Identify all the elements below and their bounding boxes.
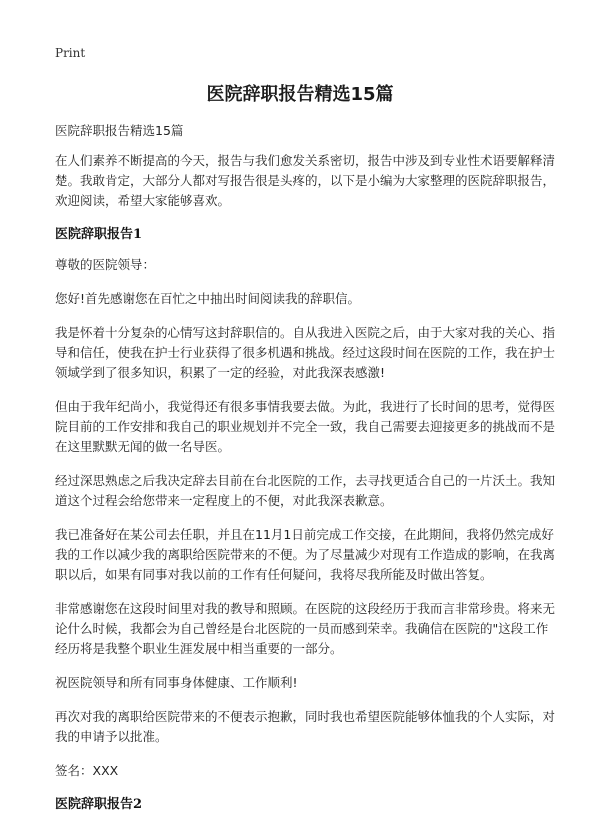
body-paragraph: 经过深思熟虑之后我决定辞去目前在台北医院的工作，去寻找更适合自己的一片沃土。我知道这个过程会给您带来一定程度上的不便，对此我深表歉意。	[55, 473, 556, 508]
salutation: 尊敬的医院领导：	[55, 257, 156, 272]
signature-line: 签名：XXX	[55, 763, 119, 778]
document-subtitle: 医院辞职报告精选15篇	[55, 123, 184, 138]
body-paragraph: 再次对我的离职给医院带来的不便表示抱歉，同时我也希望医院能够体恤我的个人实际，对我的申请予以批准。	[55, 709, 556, 744]
page-title: 医院辞职报告精选15篇	[206, 84, 394, 105]
document-body	[55, 121, 555, 825]
body-paragraph: 但由于我年纪尚小，我觉得还有很多事情我要去做。为此，我进行了长时间的思考，觉得医院目前的工作安排和我自己的职业规划并不完全一致，我自己需要去迎接更多的挑战而不是在这里默默无闻的做一名导医。	[55, 399, 556, 454]
body-paragraph: 非常感谢您在这段时间里对我的教导和照顾。在医院的这段经历于我而言非常珍贵。将来无论什么时候，我都会为自己曾经是台北医院的一员而感到荣幸。我确信在医院的"这段工作经历将是我整个职业生涯发展中相当重要的一部分。	[55, 601, 556, 656]
body-paragraph: 您好!首先感谢您在百忙之中抽出时间阅读我的辞职信。	[55, 291, 361, 306]
body-paragraph: 祝医院领导和所有同事身体健康、工作顺利!	[55, 675, 298, 690]
section-heading-2: 医院辞职报告2	[55, 797, 143, 812]
body-paragraph: 我是怀着十分复杂的心情写这封辞职信的。自从我进入医院之后，由于大家对我的关心、指导和信任，使我在护士行业获得了很多机遇和挑战。经过这段时间在医院的工作，我在护士领域学到了很多知识，积累了一定的经验，对此我深表感激!	[55, 325, 556, 380]
body-paragraph: 我已准备好在某公司去任职，并且在11月1日前完成工作交接，在此期间，我将仍然完成好我的工作以减少我的离职给医院带来的不便。为了尽量减少对现有工作造成的影响，在我离职以后，如果有同事对我以前的工作有任何疑问，我将尽我所能及时做出答复。	[55, 527, 556, 582]
print-link[interactable]: Print	[55, 46, 86, 60]
intro-paragraph: 在人们素养不断提高的今天，报告与我们愈发关系密切，报告中涉及到专业性术语要解释清楚。我敢肯定，大部分人都对写报告很是头疼的，以下是小编为大家整理的医院辞职报告，欢迎阅读，希望大家能够喜欢。	[55, 153, 556, 208]
section-heading-1: 医院辞职报告1	[55, 227, 143, 242]
